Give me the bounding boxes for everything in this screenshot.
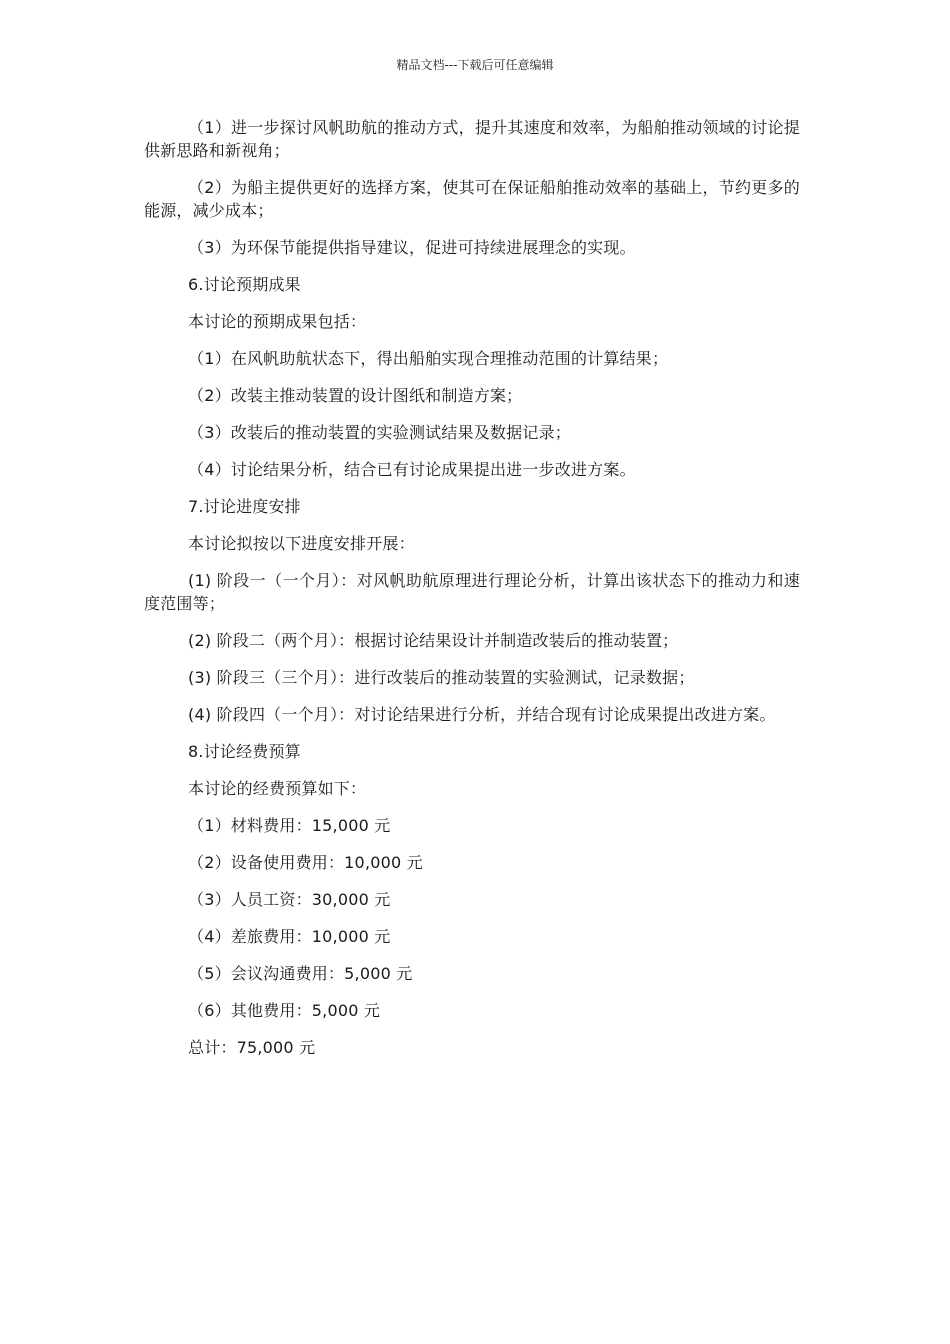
page-header: 精品文档---下载后可任意编辑 — [396, 58, 554, 72]
document-body — [144, 116, 800, 1073]
paragraph-goal-2: （2）为船主提供更好的选择方案，使其可在保证船舶推动效率的基础上，节约更多的能源，减少成本； — [144, 178, 800, 220]
paragraph-expected-results-intro: 本讨论的预期成果包括： — [188, 312, 367, 331]
section-heading-budget: 8.讨论经费预算 — [188, 742, 301, 761]
paragraph-result-2: （2）改装主推动装置的设计图纸和制造方案； — [188, 386, 523, 405]
budget-total: 总计：75,000 元 — [188, 1038, 316, 1057]
paragraph-stage-4: (4) 阶段四（一个月）：对讨论结果进行分析，并结合现有讨论成果提出改进方案。 — [188, 705, 776, 724]
budget-item-travel: （4）差旅费用：10,000 元 — [188, 927, 391, 946]
budget-item-materials: （1）材料费用：15,000 元 — [188, 816, 391, 835]
paragraph-stage-3: (3) 阶段三（三个月）：进行改装后的推动装置的实验测试，记录数据； — [188, 668, 695, 687]
section-heading-expected-results: 6.讨论预期成果 — [188, 275, 301, 294]
paragraph-goal-1: （1）进一步探讨风帆助航的推动方式，提升其速度和效率，为船舶推动领域的讨论提供新思路和新视角； — [144, 118, 800, 160]
budget-item-meetings: （5）会议沟通费用：5,000 元 — [188, 964, 413, 983]
budget-item-equipment: （2）设备使用费用：10,000 元 — [188, 853, 423, 872]
section-heading-schedule: 7.讨论进度安排 — [188, 497, 301, 516]
paragraph-stage-1: (1) 阶段一（一个月）：对风帆助航原理进行理论分析，计算出该状态下的推动力和速度范围等； — [144, 571, 800, 613]
budget-item-salaries: （3）人员工资：30,000 元 — [188, 890, 391, 909]
paragraph-result-4: （4）讨论结果分析，结合已有讨论成果提出进一步改进方案。 — [188, 460, 636, 479]
paragraph-goal-3: （3）为环保节能提供指导建议，促进可持续进展理念的实现。 — [188, 238, 636, 257]
paragraph-result-3: （3）改装后的推动装置的实验测试结果及数据记录； — [188, 423, 571, 442]
budget-item-other: （6）其他费用：5,000 元 — [188, 1001, 381, 1020]
paragraph-schedule-intro: 本讨论拟按以下进度安排开展： — [188, 534, 415, 553]
paragraph-result-1: （1）在风帆助航状态下，得出船舶实现合理推动范围的计算结果； — [188, 349, 669, 368]
paragraph-stage-2: (2) 阶段二（两个月）：根据讨论结果设计并制造改装后的推动装置； — [188, 631, 679, 650]
paragraph-budget-intro: 本讨论的经费预算如下： — [188, 779, 367, 798]
